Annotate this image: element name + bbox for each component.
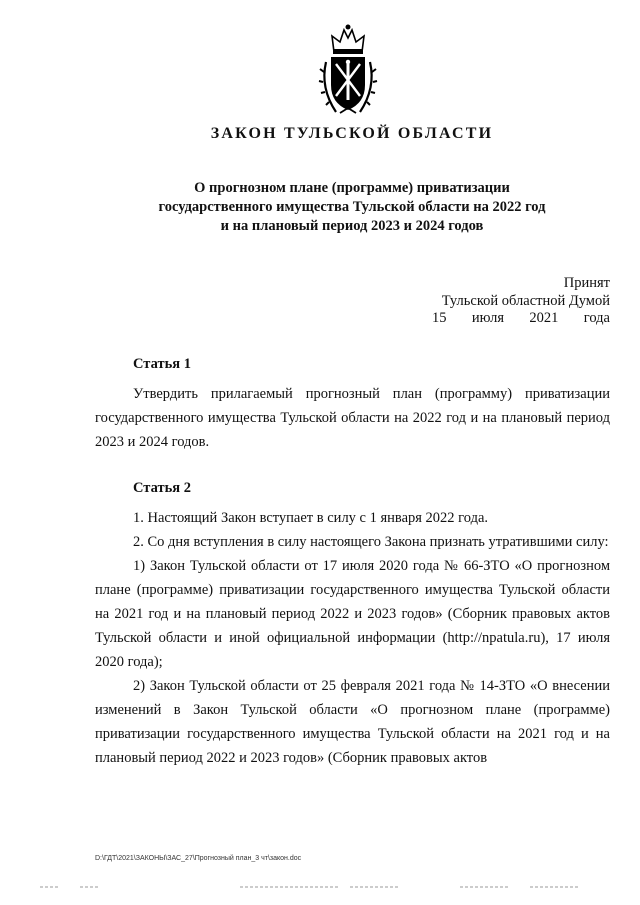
law-subtitle bbox=[0, 179, 640, 236]
law-title: ЗАКОН ТУЛЬСКОЙ ОБЛАСТИ bbox=[210, 125, 494, 142]
adoption-label: Принят bbox=[563, 275, 610, 291]
adoption-month: июля bbox=[471, 310, 505, 326]
adoption-block bbox=[370, 275, 610, 328]
article-2-subitem-1: 1) Закон Тульской области от 17 июля 2020 года № 66-ЗТО «О прогнозном плане (программе) приватизации государственного имущества Тульской области на 2021 год и на плановый период 2022 и 2023 годов» (Сборник правовых актов Тульской области и иной официальной информации (http://npatula.ru), 17 июля 2020 года); bbox=[95, 558, 610, 670]
adoption-body: Тульской областной Думой bbox=[441, 292, 610, 309]
file-path-footer: D:\ГДТ\2021\ЗАКОНЫ\ЗАС_27\Прогнозный план_3 чт\закон.doc bbox=[95, 855, 302, 862]
subtitle-line: О прогнозном плане (программе) приватизации bbox=[194, 180, 510, 196]
adoption-date bbox=[370, 310, 610, 328]
law-body bbox=[95, 352, 610, 770]
adoption-day: 15 bbox=[432, 310, 447, 326]
article-2-item-2: 2. Со дня вступления в силу настоящего Закона признать утратившими силу: bbox=[133, 534, 609, 550]
article-2-subitem-2: 2) Закон Тульской области от 25 февраля 2021 года № 14-ЗТО «О внесении изменений в Закон Тульской области «О прогнозном плане (программе) приватизации государственного имущества Тульской области на 2021 год и на плановый период 2022 и 2023 годов» (Сборник правовых актов bbox=[95, 678, 610, 766]
tula-region-coat-of-arms-icon bbox=[318, 22, 378, 120]
article-1-heading: Статья 1 bbox=[133, 356, 191, 372]
article-2-item-1: 1. Настоящий Закон вступает в силу с 1 января 2022 года. bbox=[133, 510, 489, 526]
scan-artifact-line bbox=[40, 884, 610, 890]
subtitle-line: государственного имущества Тульской области на 2022 год bbox=[158, 199, 546, 215]
adoption-year: 2021 bbox=[529, 310, 559, 326]
subtitle-line: и на плановый период 2023 и 2024 годов bbox=[220, 218, 484, 234]
article-1-text: Утвердить прилагаемый прогнозный план (программу) приватизации государственного имущества Тульской области на 2022 год и на плановый период 2023 и 2024 годов. bbox=[95, 386, 610, 450]
adoption-year-word: года bbox=[583, 310, 610, 326]
article-2-heading: Статья 2 bbox=[133, 480, 191, 496]
